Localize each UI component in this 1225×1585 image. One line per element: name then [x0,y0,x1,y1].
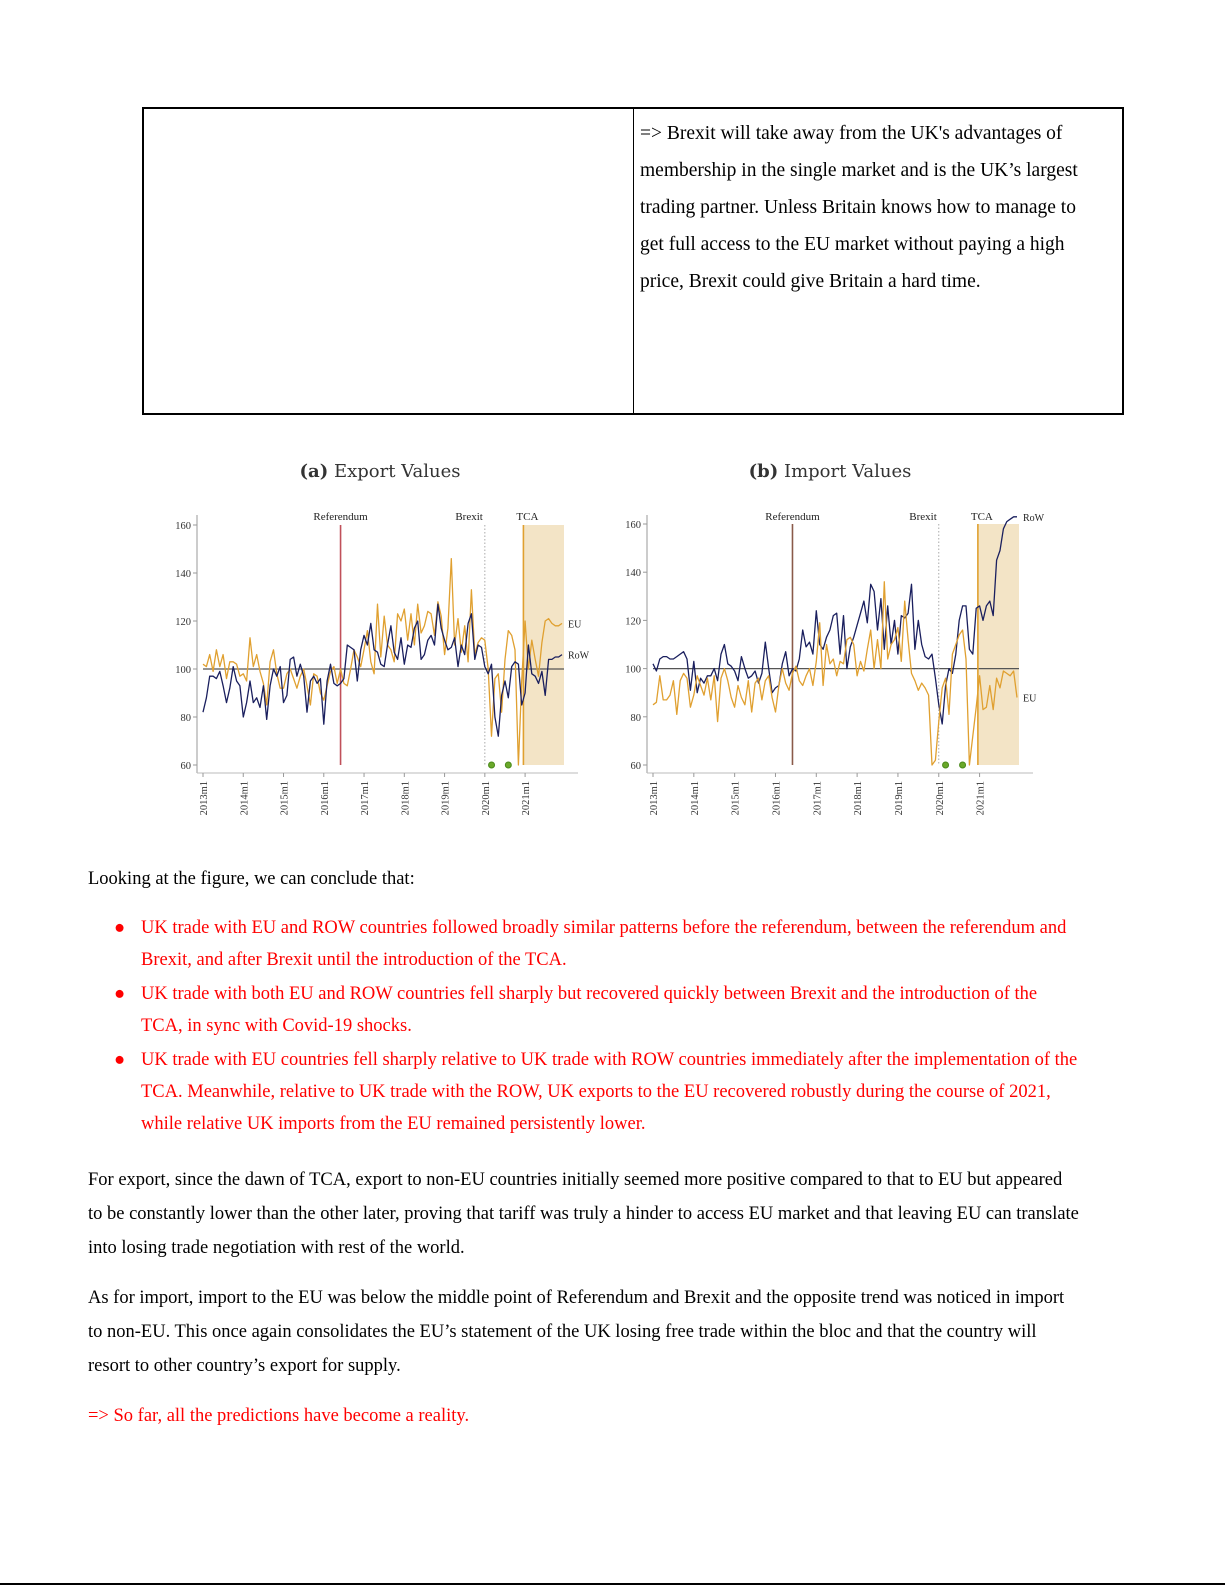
bullet-line: Brexit, and after Brexit until the introduction of the TCA. [141,950,567,970]
table-text-line: price, Brexit could give Britain a hard time. [640,271,981,292]
y-tick-label: 160 [625,520,641,531]
paragraph-line: resort to other country’s export for supply. [88,1356,401,1376]
covid-marker-icon [505,762,511,768]
brexit-event-label: Brexit [455,511,483,523]
conclusion-bullet-list [114,912,1134,1142]
panel-label: (a) [299,461,329,482]
table-text-line: membership in the single market and is the UK’s largest [640,160,1078,181]
bullet-icon: ● [114,984,126,1004]
eu-series-label: EU [1023,693,1037,705]
x-tick-label: 2019m1 [440,781,452,816]
x-tick-label: 2014m1 [239,781,251,816]
bullet-line: while relative UK imports from the EU remained persistently lower. [141,1114,646,1134]
bullet-line: TCA. Meanwhile, relative to UK trade with the ROW, UK exports to the EU recovered robustly during the course of 2021, [141,1082,1051,1102]
tca-period-shading [523,525,564,765]
x-tick-label: 2016m1 [771,781,783,816]
x-tick-label: 2017m1 [360,781,372,816]
panel-title: Export Values [333,461,461,482]
row-series-label: RoW [1023,512,1045,524]
y-tick-label: 100 [175,665,191,676]
y-tick-label: 80 [630,712,641,724]
row-series-line [203,604,562,736]
x-tick-label: 2019m1 [893,781,905,816]
y-tick-label: 160 [175,521,191,532]
referendum-event-label: Referendum [765,511,820,523]
x-tick-label: 2017m1 [812,781,824,816]
covid-marker-icon [489,762,495,768]
y-tick-label: 140 [175,569,191,580]
export-paragraph [88,1163,1138,1265]
bullet-item [114,978,1134,1042]
bullet-line: TCA, in sync with Covid-19 shocks. [141,1016,412,1036]
panel-label: (b) [748,461,779,482]
eu-series-line [203,559,562,765]
covid-marker-icon [943,762,949,768]
x-tick-label: 2020m1 [934,781,946,816]
paragraph-line: to be constantly lower than the other later, proving that tariff was truly a hinder to access EU market and that leaving EU can translate [88,1204,1079,1224]
x-tick-label: 2015m1 [279,781,291,816]
y-tick-label: 120 [625,616,641,628]
chart-plot [160,455,600,835]
chart-plot [610,455,1050,835]
paragraph-line: For export, since the dawn of TCA, export to non-EU countries initially seemed more positive compared to that to EU but appeared [88,1170,1063,1190]
x-tick-label: 2015m1 [730,781,742,816]
bullet-item [114,1044,1134,1140]
tca-event-label: TCA [516,511,539,523]
import-paragraph [88,1281,1138,1383]
paragraph-line: As for import, import to the EU was below the middle point of Referendum and Brexit and the opposite trend was noticed in import [88,1288,1065,1308]
conclusion-statement: => So far, all the predictions have become a reality. [88,1406,470,1426]
x-tick-label: 2021m1 [975,781,987,816]
referendum-event-label: Referendum [313,511,368,523]
table-cell-right [634,109,1122,413]
bullet-item [114,912,1134,976]
row-series-line [653,517,1017,724]
bullet-icon: ● [114,1050,126,1070]
lead-sentence: Looking at the figure, we can conclude that: [88,869,415,889]
table-text-line: => Brexit will take away from the UK's advantages of [640,123,1063,144]
panel-title: Import Values [783,461,912,482]
bullet-line: UK trade with EU and ROW countries followed broadly similar patterns before the referendum, between the referendum and [141,918,1067,938]
x-tick-label: 2013m1 [649,781,660,816]
bullet-line: UK trade with EU countries fell sharply relative to UK trade with ROW countries immediately after the implementation of the [141,1050,1078,1070]
x-tick-label: 2018m1 [853,781,865,816]
comparison-table [142,107,1124,415]
tca-event-label: TCA [970,511,993,523]
x-tick-label: 2016m1 [319,781,331,816]
eu-series-label: EU [568,619,582,631]
y-tick-label: 120 [175,617,191,628]
bullet-line: UK trade with both EU and ROW countries fell sharply but recovered quickly between Brexit and the introduction of the [141,984,1038,1004]
paragraph-line: to non-EU. This once again consolidates the EU’s statement of the UK losing free trade within the bloc and that the country will [88,1322,1037,1342]
covid-marker-icon [960,762,966,768]
y-tick-label: 100 [625,664,641,676]
y-tick-label: 60 [630,761,641,772]
y-tick-label: 140 [625,568,641,580]
x-tick-label: 2014m1 [689,781,701,816]
chart-title [610,461,1050,482]
x-tick-label: 2020m1 [480,781,492,816]
y-tick-label: 60 [180,761,191,772]
bullet-icon: ● [114,918,126,938]
table-text-line: trading partner. Unless Britain knows how to manage to [640,197,1076,218]
x-tick-label: 2013m1 [199,781,210,816]
chart-title [160,461,600,482]
export-values-chart [160,455,600,835]
import-values-chart [610,455,1050,835]
y-tick-label: 80 [180,713,191,724]
x-tick-label: 2018m1 [400,781,412,816]
paragraph-line: into losing trade negotiation with rest of the world. [88,1238,465,1258]
table-text-line: get full access to the EU market without paying a high [640,234,1065,255]
brexit-event-label: Brexit [909,511,937,523]
row-series-label: RoW [568,650,590,662]
x-tick-label: 2021m1 [521,781,533,816]
tca-period-shading [978,524,1019,765]
table-cell-left [144,109,634,413]
